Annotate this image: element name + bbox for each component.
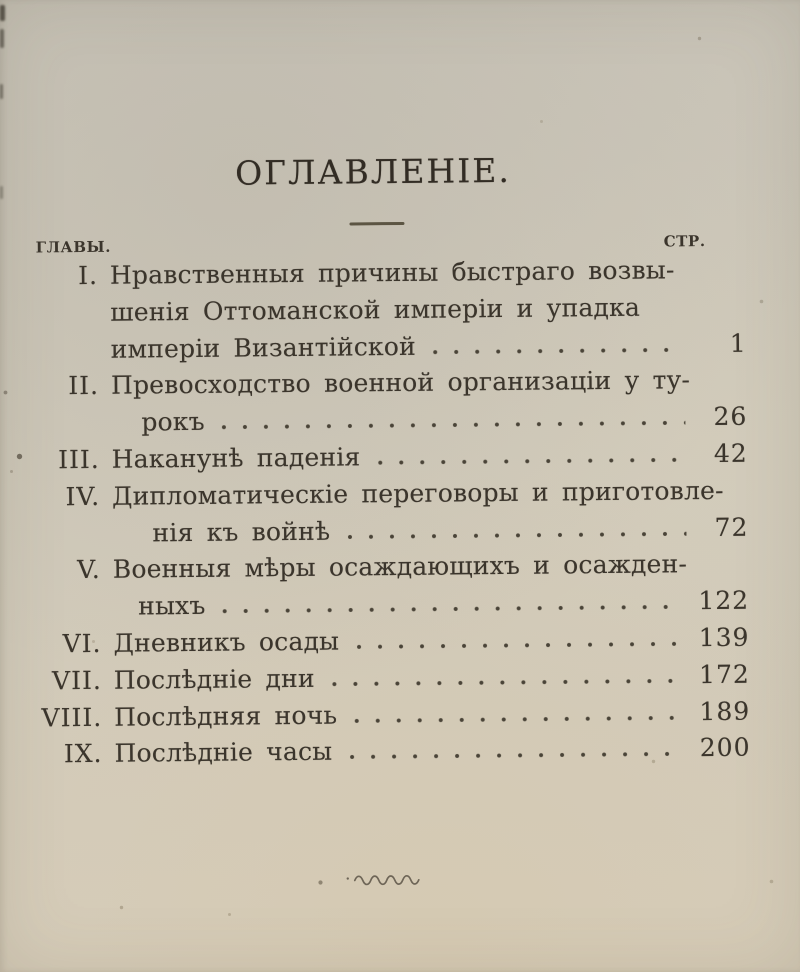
table-of-contents (28, 252, 751, 774)
chapter-title-text: Превосходство военной организаціи у ту- (110, 365, 691, 401)
chapter-numeral (29, 431, 99, 432)
chapter-numeral: I. (77, 260, 99, 291)
dot-leader (353, 637, 683, 649)
chapter-numeral: VI. (62, 628, 102, 659)
chapter-numeral: V. (77, 555, 101, 585)
dot-leader (430, 343, 685, 354)
page-number: 200 (699, 733, 751, 763)
toc-entry-line (31, 546, 749, 590)
dot-leader (344, 527, 686, 539)
chapter-title-text: шенія Оттоманской имперіи и упадка (110, 292, 641, 327)
page-number: 189 (699, 696, 751, 726)
chapter-title-text: Послѣдніе дни (113, 663, 315, 695)
page-number: 122 (698, 585, 750, 616)
page-number: 139 (698, 622, 750, 653)
page-number: 72 (714, 512, 749, 542)
chapter-title-text: рокъ (141, 407, 205, 437)
dot-leader (329, 674, 683, 686)
title-divider-rule (349, 222, 404, 225)
toc-entry-line (32, 730, 750, 774)
chapter-numeral (29, 357, 99, 358)
paper-specks (0, 0, 3, 3)
chapter-title-text: Наканунѣ паденія (111, 442, 361, 474)
page-title: ОГЛАВЛЕНІЕ. (234, 150, 512, 193)
chapter-title-text: имперіи Византійской (110, 331, 417, 364)
page-number: 172 (698, 659, 750, 689)
pages-column-header: СТР. (663, 232, 706, 251)
toc-entry-line (29, 362, 747, 406)
page-number: 1 (729, 328, 747, 358)
chapter-title-text: Дневникъ осады (113, 626, 340, 658)
page-number: 42 (713, 438, 748, 468)
dot-leader (220, 600, 683, 613)
chapter-numeral: VIII. (41, 702, 103, 733)
chapter-numeral: VII. (51, 665, 102, 696)
chapter-title-text: Дипломатическіе переговоры и приготовле- (111, 475, 724, 511)
chapter-numeral: III. (58, 444, 100, 475)
dot-leader (351, 711, 683, 723)
dot-leader (219, 416, 686, 429)
dot-leader (374, 453, 685, 465)
chapter-title-text: Послѣдніе часы (114, 737, 333, 769)
toc-entry-line (30, 472, 748, 516)
chapter-numeral: IV. (65, 481, 101, 511)
chapter-numeral: IX. (63, 739, 103, 769)
chapter-title-text: ныхъ (138, 591, 206, 621)
chapter-title-text: Военныя мѣры осаждающихъ и осажден- (112, 549, 688, 585)
squiggle-ornament (346, 871, 442, 888)
chapter-numeral (31, 615, 101, 616)
chapters-column-header: ГЛАВЫ. (35, 237, 112, 257)
toc-entry-line (28, 288, 746, 332)
chapter-numeral (31, 541, 101, 542)
chapter-numeral (28, 321, 98, 322)
chapter-numeral: II. (68, 371, 100, 401)
chapter-title-text: Нравственныя причины быстраго возвы- (109, 255, 675, 290)
chapter-title-text: Послѣдняя ночь (114, 700, 338, 732)
chapter-title-text: нія къ войнѣ (152, 516, 331, 547)
dot-leader (346, 748, 684, 760)
page-number: 26 (713, 401, 748, 432)
